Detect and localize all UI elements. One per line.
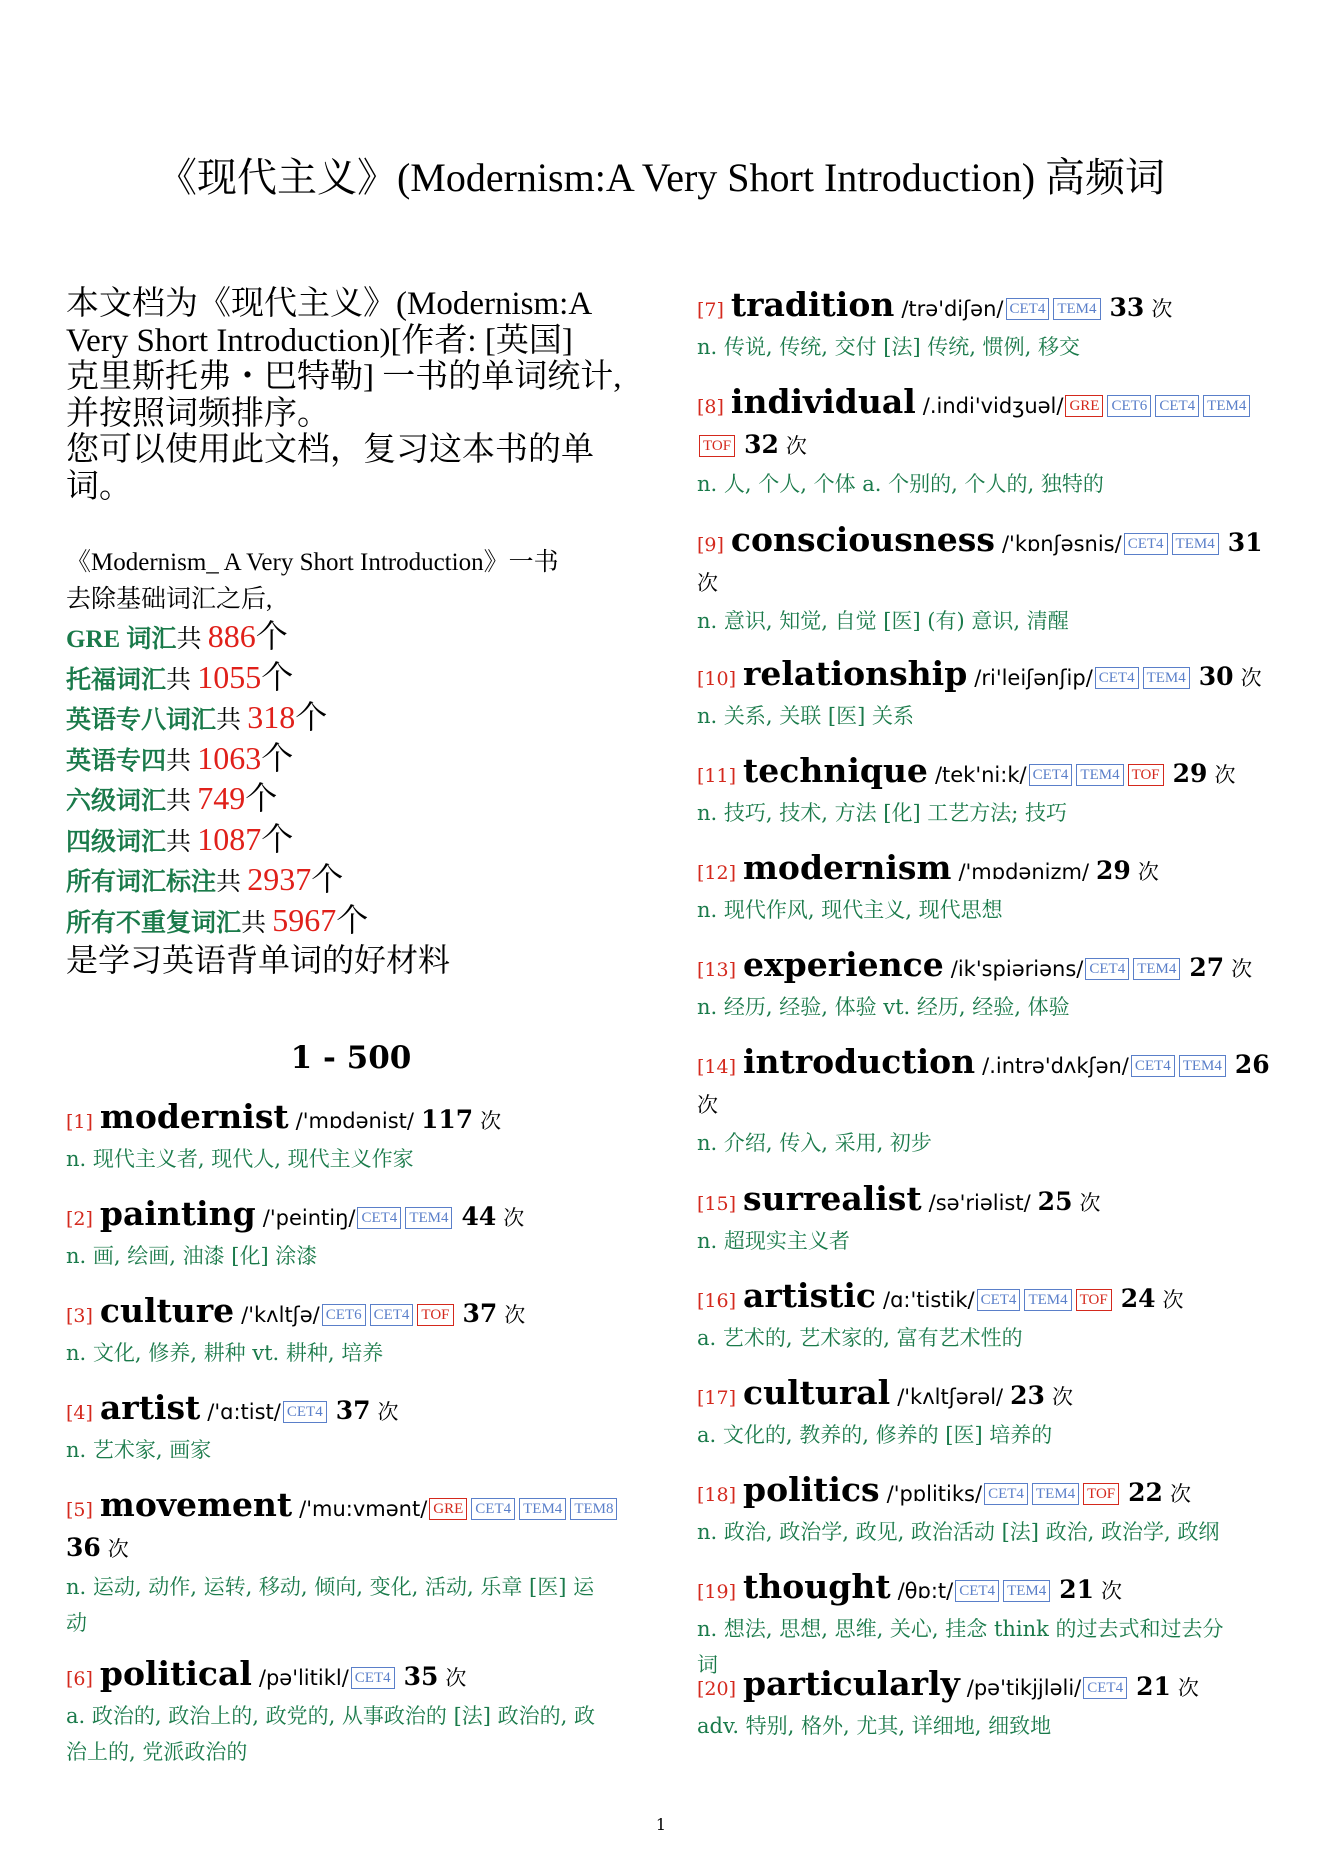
entry-count-unit: 次 bbox=[1151, 297, 1173, 321]
exam-tag: CET4 bbox=[1085, 958, 1129, 980]
entry-count-unit: 次 bbox=[1162, 1288, 1184, 1312]
word-entry bbox=[697, 946, 1282, 1025]
entry-word: experience bbox=[743, 945, 944, 984]
entry-headline bbox=[697, 1374, 1282, 1417]
entry-headline bbox=[697, 1277, 1282, 1320]
entry-word: cultural bbox=[743, 1373, 891, 1412]
entry-count: 29 bbox=[1096, 856, 1131, 885]
entry-count: 36 bbox=[66, 1533, 101, 1562]
stats-unit: 个 bbox=[261, 658, 294, 695]
exam-tag: GRE bbox=[429, 1498, 467, 1520]
entry-word: modernism bbox=[743, 848, 952, 887]
exam-tag: TEM4 bbox=[405, 1207, 452, 1229]
entry-word: particularly bbox=[743, 1664, 960, 1703]
entry-word: artistic bbox=[743, 1276, 877, 1315]
stats-unit: 个 bbox=[261, 739, 294, 776]
entry-count: 21 bbox=[1136, 1672, 1171, 1701]
stats-row bbox=[66, 618, 646, 659]
word-entry bbox=[66, 1292, 641, 1371]
entry-phonetic: /'ɑ:tist/ bbox=[207, 1400, 281, 1424]
entry-count: 25 bbox=[1037, 1187, 1073, 1216]
entry-phonetic: /'peintiŋ/ bbox=[262, 1206, 356, 1230]
entry-count: 21 bbox=[1059, 1575, 1095, 1604]
entry-definition: n. 政治, 政治学, 政见, 政治活动 [法] 政治, 政治学, 政纲 bbox=[697, 1520, 1220, 1544]
entry-index: [17] bbox=[697, 1387, 737, 1409]
exam-tag: CET4 bbox=[1131, 1055, 1175, 1077]
entry-index: [15] bbox=[697, 1193, 737, 1215]
stats-unit: 个 bbox=[245, 780, 278, 816]
entry-word: culture bbox=[99, 1291, 235, 1330]
entry-definition: n. 现代作风, 现代主义, 现代思想 bbox=[697, 898, 1003, 922]
entry-count-unit: 次 bbox=[1214, 763, 1236, 787]
entry-word: technique bbox=[743, 751, 928, 790]
entry-index: [1] bbox=[66, 1111, 93, 1133]
exam-tag: TEM8 bbox=[570, 1498, 617, 1520]
entry-count-unit: 次 bbox=[697, 1093, 718, 1117]
entry-phonetic: /.indi'vidʒuəl/ bbox=[922, 394, 1064, 418]
exam-tag: CET4 bbox=[1006, 298, 1050, 320]
stats-count: 1087 bbox=[197, 820, 262, 857]
entry-word: painting bbox=[99, 1194, 256, 1233]
stats-unit: 个 bbox=[295, 699, 328, 735]
stats-mid: 共 bbox=[166, 666, 198, 694]
exam-tag: CET4 bbox=[1095, 667, 1139, 689]
stats-unit: 个 bbox=[255, 618, 288, 654]
entry-count: 37 bbox=[335, 1396, 371, 1425]
entry-phonetic: /'pɒlitiks/ bbox=[886, 1482, 983, 1506]
exam-tag: TEM4 bbox=[1172, 533, 1219, 555]
entry-headline bbox=[697, 752, 1282, 795]
entry-count-unit: 次 bbox=[1231, 957, 1253, 981]
stats-row bbox=[66, 699, 646, 740]
entry-definition: n. 介绍, 传入, 采用, 初步 bbox=[697, 1131, 932, 1155]
word-entry bbox=[697, 286, 1282, 365]
stats-count: 1055 bbox=[197, 658, 262, 695]
entry-count: 37 bbox=[462, 1299, 498, 1328]
word-entry bbox=[66, 1389, 641, 1468]
entry-definition: n. 想法, 思想, 思维, 关心, 挂念 think 的过去式和过去分 bbox=[697, 1617, 1224, 1641]
exam-tag: CET4 bbox=[1083, 1677, 1127, 1699]
word-entry bbox=[697, 849, 1282, 928]
word-entry bbox=[66, 1486, 641, 1641]
entry-count: 26 bbox=[1234, 1050, 1270, 1079]
entry-phonetic: /trə'diʃən/ bbox=[901, 297, 1004, 321]
entry-count: 22 bbox=[1128, 1478, 1163, 1507]
entry-count: 44 bbox=[461, 1202, 497, 1231]
stats-count: 1063 bbox=[197, 739, 262, 776]
entry-count-unit: 次 bbox=[1177, 1676, 1199, 1700]
entry-definition: 动 bbox=[66, 1611, 87, 1635]
exam-tag: CET6 bbox=[322, 1304, 366, 1326]
stats-row bbox=[66, 780, 646, 821]
entry-phonetic: /'kɒnʃəsnis/ bbox=[1001, 532, 1122, 556]
word-entry bbox=[66, 1655, 641, 1770]
entry-index: [13] bbox=[697, 959, 737, 981]
entry-index: [8] bbox=[697, 396, 724, 418]
stats-label: 托福词汇 bbox=[66, 666, 167, 694]
stats-label: 英语专八词汇 bbox=[66, 707, 217, 734]
entry-word: politics bbox=[743, 1470, 880, 1509]
entry-count: 35 bbox=[403, 1662, 439, 1691]
exam-tag: TEM4 bbox=[1032, 1483, 1079, 1505]
entry-phonetic: /ik'spiəriəns/ bbox=[950, 957, 1084, 981]
entry-headline bbox=[697, 849, 1282, 892]
exam-tag: CET4 bbox=[351, 1667, 395, 1689]
entry-index: [14] bbox=[697, 1056, 737, 1078]
entry-index: [18] bbox=[697, 1484, 737, 1506]
entry-headline bbox=[697, 1471, 1282, 1514]
entry-index: [3] bbox=[66, 1305, 93, 1327]
entry-definition: adv. 特别, 格外, 尤其, 详细地, 细致地 bbox=[697, 1714, 1052, 1738]
stats-mid: 共 bbox=[166, 828, 198, 856]
stats-row bbox=[66, 902, 646, 943]
entry-count: 33 bbox=[1109, 293, 1145, 322]
intro-line: 并按照词频排序。 bbox=[66, 395, 330, 432]
entry-definition: n. 现代主义者, 现代人, 现代主义作家 bbox=[66, 1147, 414, 1171]
entry-definition: a. 艺术的, 艺术家的, 富有艺术性的 bbox=[697, 1326, 1023, 1350]
exam-tag: TEM4 bbox=[1076, 764, 1123, 786]
entry-headline bbox=[697, 383, 1282, 466]
entry-count: 27 bbox=[1189, 953, 1225, 982]
entry-word: political bbox=[99, 1654, 252, 1693]
entry-definition: n. 人, 个人, 个体 a. 个别的, 个人的, 独特的 bbox=[697, 472, 1104, 496]
stats-row bbox=[66, 740, 646, 781]
entry-headline bbox=[66, 1486, 641, 1569]
exam-tag: CET4 bbox=[1124, 533, 1168, 555]
stats-mid: 共 bbox=[166, 788, 198, 815]
exam-tag: CET4 bbox=[370, 1304, 414, 1326]
entry-word: tradition bbox=[730, 285, 895, 324]
exam-tag: CET4 bbox=[984, 1483, 1028, 1505]
entry-definition: n. 经历, 经验, 体验 vt. 经历, 经验, 体验 bbox=[697, 995, 1070, 1019]
page-title: 《现代主义》(Modernism:A Very Short Introduction) 高频词 bbox=[156, 155, 1166, 200]
stats-label: 所有不重复词汇 bbox=[66, 909, 242, 937]
stats-mid: 共 bbox=[176, 626, 208, 653]
exam-tag: CET6 bbox=[1107, 395, 1151, 417]
entry-definition: n. 艺术家, 画家 bbox=[66, 1438, 212, 1462]
stats-tail: 是学习英语背单词的好材料 bbox=[66, 942, 451, 978]
exam-tag: TOF bbox=[417, 1304, 453, 1326]
word-entry bbox=[66, 1195, 641, 1274]
word-entry bbox=[697, 383, 1282, 502]
stats-count: 5967 bbox=[272, 901, 337, 938]
exam-tag: GRE bbox=[1065, 395, 1103, 417]
exam-tag: CET4 bbox=[1155, 395, 1199, 417]
entry-definition: n. 文化, 修养, 耕种 vt. 耕种, 培养 bbox=[66, 1341, 384, 1365]
entry-phonetic: /pə'tikjjləli/ bbox=[966, 1676, 1082, 1700]
exam-tag: TEM4 bbox=[1143, 667, 1190, 689]
entry-definition: n. 画, 绘画, 油漆 [化] 涂漆 bbox=[66, 1244, 318, 1268]
entry-phonetic: /tek'ni:k/ bbox=[934, 763, 1027, 787]
entry-headline bbox=[697, 655, 1282, 698]
stats-count: 749 bbox=[197, 780, 246, 816]
word-entry bbox=[697, 521, 1282, 639]
page-number: 1 bbox=[655, 1815, 667, 1834]
exam-tag: TEM4 bbox=[1203, 395, 1250, 417]
exam-tag: TEM4 bbox=[1024, 1289, 1071, 1311]
entry-phonetic: /ri'leiʃənʃip/ bbox=[974, 666, 1093, 690]
stats-mid: 共 bbox=[166, 747, 198, 775]
vocab-stats bbox=[66, 545, 646, 979]
stats-count: 886 bbox=[207, 618, 256, 654]
entry-count: 24 bbox=[1120, 1284, 1156, 1313]
entry-word: introduction bbox=[743, 1042, 976, 1081]
exam-tag: TEM4 bbox=[519, 1498, 566, 1520]
entry-headline bbox=[697, 1568, 1282, 1611]
exam-tag: TEM4 bbox=[1003, 1580, 1050, 1602]
stats-unit: 个 bbox=[261, 820, 294, 857]
stats-unit: 个 bbox=[311, 861, 344, 897]
stats-label: 所有词汇标注 bbox=[66, 869, 217, 896]
entry-index: [5] bbox=[66, 1499, 93, 1521]
exam-tag: TEM4 bbox=[1133, 958, 1180, 980]
entry-index: [12] bbox=[697, 862, 737, 884]
exam-tag: CET4 bbox=[977, 1289, 1021, 1311]
entry-headline bbox=[697, 946, 1282, 989]
exam-tag: TOF bbox=[699, 435, 735, 457]
word-entry bbox=[697, 1374, 1282, 1453]
stats-label: GRE 词汇 bbox=[66, 626, 177, 653]
entry-count-unit: 次 bbox=[445, 1666, 467, 1690]
exam-tag: CET4 bbox=[955, 1580, 999, 1602]
range-heading: 1 - 500 bbox=[290, 1040, 412, 1076]
intro-line: 词。 bbox=[66, 468, 132, 505]
entry-index: [19] bbox=[697, 1581, 737, 1603]
entry-word: movement bbox=[99, 1485, 293, 1524]
entry-phonetic: /pə'litikl/ bbox=[258, 1666, 349, 1690]
stats-mid: 共 bbox=[241, 909, 273, 937]
entry-count-unit: 次 bbox=[785, 434, 807, 458]
exam-tag: TEM4 bbox=[1053, 298, 1100, 320]
entry-count: 117 bbox=[420, 1105, 474, 1134]
intro-paragraph bbox=[66, 286, 641, 505]
entry-phonetic: /sə'riəlist/ bbox=[928, 1191, 1031, 1215]
exam-tag: CET4 bbox=[357, 1207, 401, 1229]
entry-word: artist bbox=[99, 1388, 201, 1427]
entry-count-unit: 次 bbox=[377, 1400, 399, 1424]
entry-index: [10] bbox=[697, 668, 737, 690]
exam-tag: CET4 bbox=[1029, 764, 1073, 786]
entry-definition: n. 运动, 动作, 运转, 移动, 倾向, 变化, 活动, 乐章 [医] 运 bbox=[66, 1575, 595, 1599]
entry-word: modernist bbox=[99, 1097, 289, 1136]
entry-headline bbox=[697, 1665, 1282, 1708]
entry-count-unit: 次 bbox=[697, 571, 718, 595]
entry-phonetic: /'kʌltʃə/ bbox=[241, 1303, 320, 1327]
entry-headline bbox=[66, 1098, 641, 1141]
stats-count: 2937 bbox=[247, 861, 312, 897]
entry-headline bbox=[697, 1180, 1282, 1223]
entry-index: [4] bbox=[66, 1402, 93, 1424]
entry-headline bbox=[66, 1655, 641, 1698]
entry-definition: a. 文化的, 教养的, 修养的 [医] 培养的 bbox=[697, 1423, 1053, 1447]
entry-headline bbox=[697, 286, 1282, 329]
word-entry bbox=[697, 1043, 1282, 1161]
word-entry bbox=[697, 655, 1282, 734]
entry-phonetic: /'kʌltʃərəl/ bbox=[897, 1385, 1004, 1409]
stats-row bbox=[66, 659, 646, 700]
stats-mid: 共 bbox=[216, 869, 248, 896]
entry-word: surrealist bbox=[743, 1179, 922, 1218]
entry-word: individual bbox=[730, 382, 916, 421]
word-entry bbox=[697, 1277, 1282, 1356]
entry-definition: n. 技巧, 技术, 方法 [化] 工艺方法; 技巧 bbox=[697, 801, 1068, 825]
stats-label: 英语专四 bbox=[66, 747, 167, 775]
entry-phonetic: /ɑ:'tistik/ bbox=[883, 1288, 975, 1312]
entry-phonetic: /'mɒdənizm/ bbox=[958, 860, 1090, 884]
entry-count-unit: 次 bbox=[107, 1537, 129, 1561]
entry-definition: n. 传说, 传统, 交付 [法] 传统, 惯例, 移交 bbox=[697, 335, 1081, 359]
entry-index: [6] bbox=[66, 1668, 93, 1690]
stats-label: 六级词汇 bbox=[66, 788, 167, 815]
entry-count-unit: 次 bbox=[1240, 666, 1262, 690]
entry-word: consciousness bbox=[730, 520, 995, 559]
entry-definition: n. 意识, 知觉, 自觉 [医] (有) 意识, 清醒 bbox=[697, 609, 1069, 633]
word-entry bbox=[697, 1665, 1282, 1744]
entry-count: 30 bbox=[1198, 662, 1234, 691]
stats-unit: 个 bbox=[336, 901, 369, 938]
entry-index: [20] bbox=[697, 1678, 737, 1700]
entry-count-unit: 次 bbox=[1079, 1191, 1101, 1215]
entry-headline bbox=[66, 1195, 641, 1238]
entry-count: 32 bbox=[744, 430, 779, 459]
exam-tag: TOF bbox=[1076, 1289, 1112, 1311]
stats-row bbox=[66, 861, 646, 902]
exam-tag: CET4 bbox=[471, 1498, 515, 1520]
entry-headline bbox=[697, 1043, 1282, 1125]
entry-count-unit: 次 bbox=[1169, 1482, 1191, 1506]
stats-mid: 共 bbox=[216, 707, 248, 734]
word-entry bbox=[697, 1180, 1282, 1259]
stats-intro-line: 去除基础词汇之后, bbox=[66, 585, 273, 613]
entry-definition: n. 关系, 关联 [医] 关系 bbox=[697, 704, 914, 728]
word-entry bbox=[697, 1471, 1282, 1550]
word-entry bbox=[66, 1098, 641, 1177]
entry-count-unit: 次 bbox=[503, 1206, 525, 1230]
stats-intro-line: 《Modernism_ A Very Short Introduction》一书 bbox=[66, 549, 559, 576]
stats-label: 四级词汇 bbox=[66, 828, 167, 856]
entry-word: relationship bbox=[743, 654, 968, 693]
entry-count-unit: 次 bbox=[1051, 1385, 1073, 1409]
entry-count: 23 bbox=[1010, 1381, 1045, 1410]
exam-tag: CET4 bbox=[283, 1401, 327, 1423]
exam-tag: TEM4 bbox=[1179, 1055, 1226, 1077]
entry-index: [7] bbox=[697, 299, 724, 321]
exam-tag: TOF bbox=[1128, 764, 1164, 786]
entry-definition: 词 bbox=[697, 1653, 718, 1677]
entry-phonetic: /θɒ:t/ bbox=[897, 1579, 954, 1603]
entry-index: [2] bbox=[66, 1208, 93, 1230]
exam-tag: TOF bbox=[1083, 1483, 1119, 1505]
entry-phonetic: /'mɒdənist/ bbox=[295, 1109, 414, 1133]
entry-definition: n. 超现实主义者 bbox=[697, 1229, 850, 1253]
entry-headline bbox=[697, 521, 1282, 603]
entry-phonetic: /.intrə'dʌkʃən/ bbox=[982, 1054, 1129, 1078]
entry-index: [11] bbox=[697, 765, 737, 787]
entry-count: 29 bbox=[1172, 759, 1208, 788]
entry-word: thought bbox=[743, 1567, 891, 1606]
entry-index: [16] bbox=[697, 1290, 737, 1312]
intro-line: Very Short Introduction)[作者: [英国] bbox=[66, 322, 573, 359]
entry-count-unit: 次 bbox=[1137, 860, 1159, 884]
entry-definition: a. 政治的, 政治上的, 政党的, 从事政治的 [法] 政治的, 政 bbox=[66, 1704, 596, 1728]
word-entry bbox=[697, 752, 1282, 831]
entry-count-unit: 次 bbox=[480, 1109, 502, 1133]
entry-headline bbox=[66, 1389, 641, 1432]
intro-line: 克里斯托弗・巴特勒] 一书的单词统计, bbox=[66, 359, 622, 395]
stats-row bbox=[66, 821, 646, 862]
entry-phonetic: /'mu:vmənt/ bbox=[299, 1497, 428, 1521]
intro-line: 本文档为《现代主义》(Modernism:A bbox=[66, 286, 593, 322]
intro-line: 您可以使用此文档，复习这本书的单 bbox=[66, 432, 594, 468]
stats-count: 318 bbox=[247, 699, 296, 735]
entry-headline bbox=[66, 1292, 641, 1335]
entry-count: 31 bbox=[1227, 528, 1263, 557]
entry-count-unit: 次 bbox=[504, 1303, 526, 1327]
entry-definition: 治上的, 党派政治的 bbox=[66, 1740, 248, 1764]
entry-index: [9] bbox=[697, 534, 724, 556]
entry-count-unit: 次 bbox=[1101, 1579, 1123, 1603]
